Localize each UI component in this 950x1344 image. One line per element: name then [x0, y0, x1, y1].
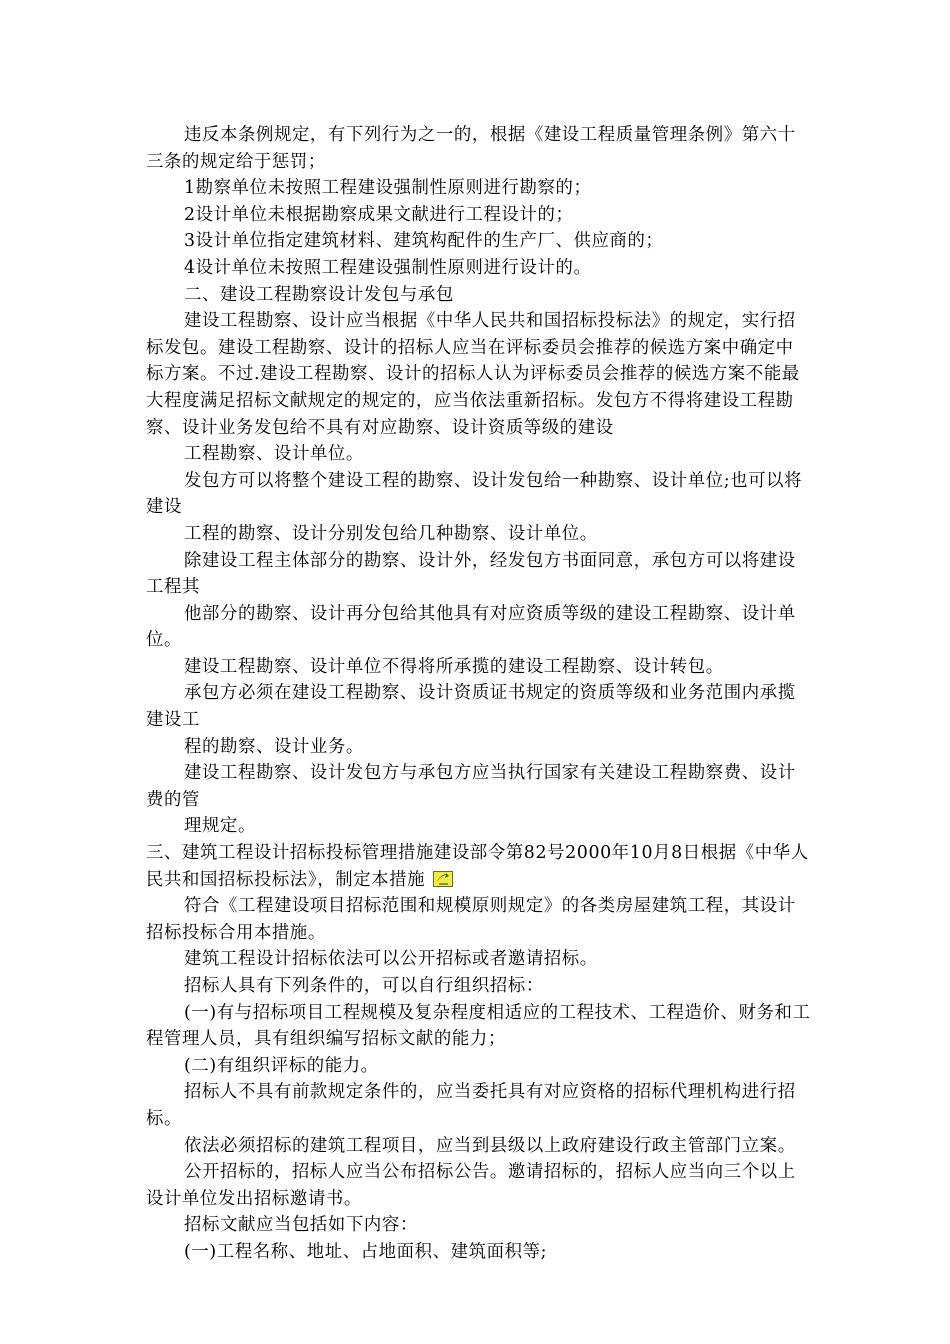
list-item: (二)有组织评标的能力。 — [184, 1055, 379, 1076]
document-body — [146, 122, 811, 1266]
paragraph: 建筑工程设计招标依法可以公开招标或者邀请招标。 — [184, 949, 598, 970]
paragraph: 招标人不具有前款规定条件的，应当委托具有对应资格的招标代理机构进行招标。 — [146, 1082, 796, 1129]
paragraph: 依法必须招标的建筑工程项目，应当到县级以上政府建设行政主管部门立案。 — [184, 1135, 796, 1156]
section-heading-text: 三、建筑工程设计招标投标管理措施建设部令第82号2000年10月8日根据《中华人民共和国招标投标法》，制定本措施 — [146, 843, 809, 890]
paragraph: 工程的勘察、设计分别发包给几种勘察、设计单位。 — [184, 523, 598, 544]
paragraph: 理规定。 — [184, 816, 256, 837]
list-item: 1勘察单位未按照工程建设强制性原则进行勘察的； — [184, 178, 592, 199]
paragraph: 招标文献应当包括如下内容： — [184, 1215, 418, 1236]
list-item: (一)有与招标项目工程规模及复杂程度相适应的工程技术、工程造价、财务和工程管理人员，具有组织编写招标文献的能力； — [146, 1002, 811, 1050]
paragraph: 除建设工程主体部分的勘察、设计外，经发包方书面同意，承包方可以将建设工程其 — [146, 550, 796, 598]
paragraph: 建设工程勘察、设计单位不得将所承揽的建设工程勘察、设计转包。 — [184, 656, 724, 677]
paragraph: 符合《工程建设项目招标范围和规模原则规定》的各类房屋建筑工程，其设计招标投标合用本措施。 — [146, 896, 796, 943]
paragraph: 他部分的勘察、设计再分包给其他具有对应资质等级的建设工程勘察、设计单位。 — [146, 603, 796, 651]
section-heading: 二、建设工程勘察设计发包与承包 — [184, 284, 454, 305]
list-item: 4设计单位未按照工程建设强制性原则进行设计的。 — [184, 257, 592, 278]
paragraph: 公开招标的，招标人应当公布招标公告。邀请招标的，招标人应当向三个以上设计单位发出招标邀请书。 — [146, 1162, 796, 1209]
paragraph: 程的勘察、设计业务。 — [184, 736, 364, 757]
document-link-icon[interactable] — [433, 871, 453, 887]
paragraph: 建设工程勘察、设计应当根据《中华人民共和国招标投标法》的规定，实行招标发包。建设工程勘察、设计的招标人应当在评标委员会推荐的候选方案中确定中标方案。不过.建设工程勘察、设计的招标人认为评标委员会推荐的候选方案不能最大程度满足招标文献规定的规定的，应当依法重新招标。发包方不得将建设工程勘察、设计业务发包给不具有对应勘察、设计资质等级的建设 — [146, 311, 800, 438]
paragraph: 违反本条例规定，有下列行为之一的，根据《建设工程质量管理条例》第六十三条的规定给于惩罚； — [146, 125, 796, 172]
paragraph: 建设工程勘察、设计发包方与承包方应当执行国家有关建设工程勘察费、设计费的管 — [146, 763, 796, 810]
paragraph: 工程勘察、设计单位。 — [184, 444, 364, 465]
list-item: (一)工程名称、地址、占地面积、建筑面积等; — [184, 1241, 548, 1262]
paragraph: 招标人具有下列条件的，可以自行组织招标： — [184, 976, 544, 996]
paragraph: 承包方必须在建设工程勘察、设计资质证书规定的资质等级和业务范围内承揽建设工 — [146, 683, 796, 731]
section-heading — [146, 840, 811, 893]
list-item: 3设计单位指定建筑材料、建筑构配件的生产厂、供应商的； — [184, 231, 664, 252]
list-item: 2设计单位未根据勘察成果文献进行工程设计的； — [184, 204, 574, 225]
paragraph: 发包方可以将整个建设工程的勘察、设计发包给一种勘察、设计单位;也可以将建设 — [146, 470, 803, 518]
